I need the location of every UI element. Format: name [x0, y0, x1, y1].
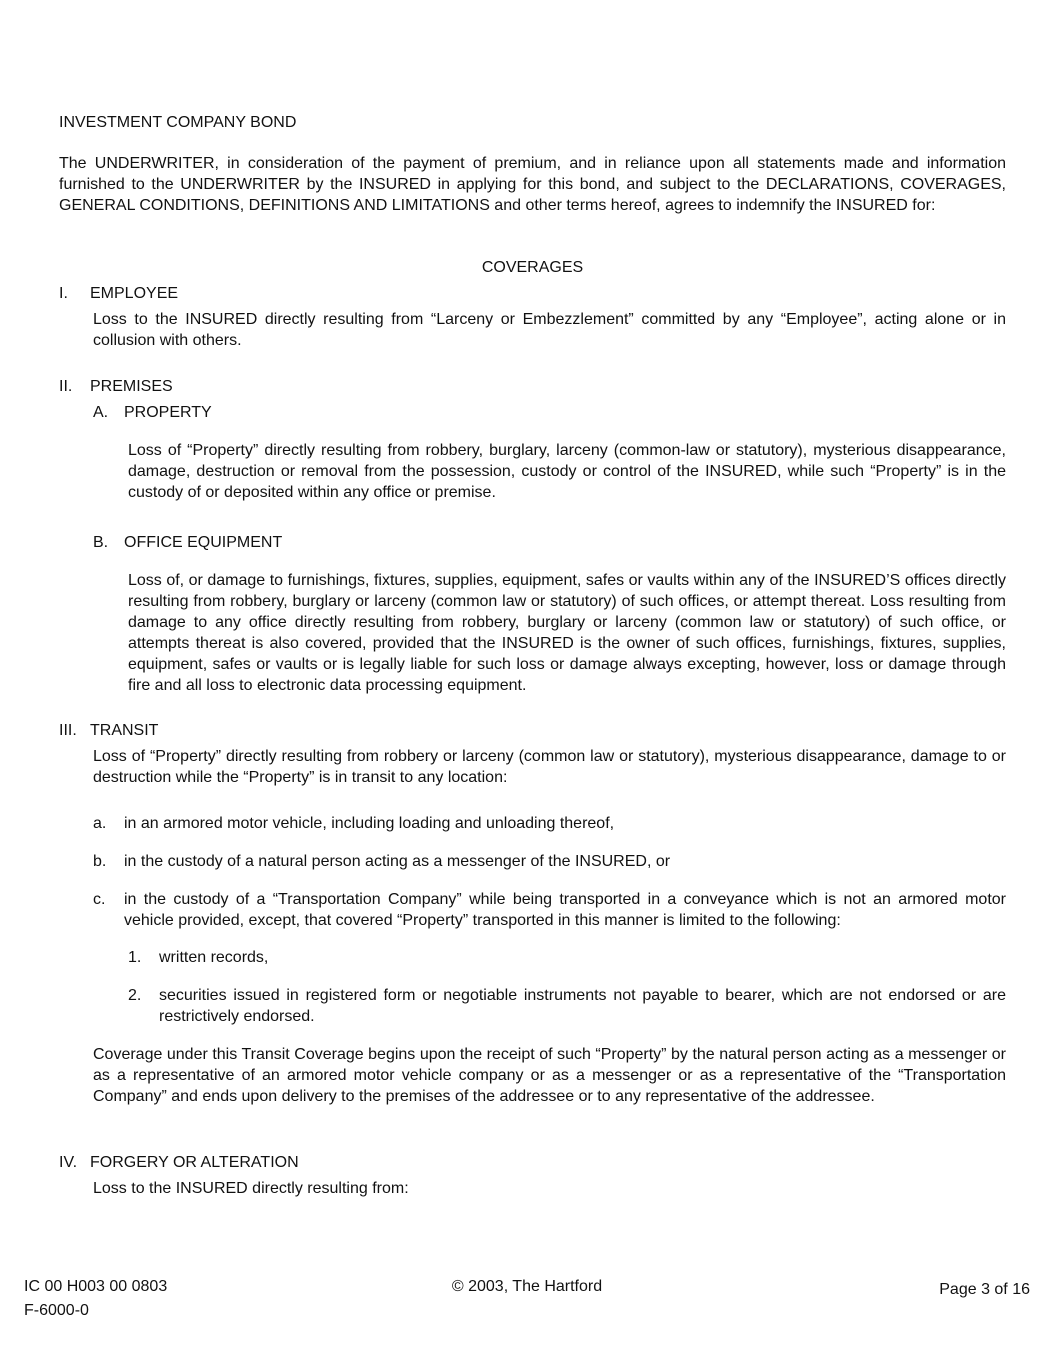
footer-page-number: Page 3 of 16 [939, 1281, 1030, 1298]
footer-form-number: IC 00 H003 00 0803 [24, 1278, 168, 1295]
section-transit-title: TRANSIT [90, 722, 159, 739]
subsection-office-equipment-body: Loss of, or damage to furnishings, fixtures, supplies, equipment, safes or vaults within any of the INSURED’S offices directly resulting from robbery, burglary or larceny (common law or statutory) of such offices, or attempt thereat. Loss resulting from damage to any office directly resulting from robbery, burglary or larceny (common law or statutory) of such office, or attempts thereat is also covered, provided that the INSURED is the owner of such offices, furnishings, fixtures, supplies, equipment, safes or vaults or is legally liable for such loss or damage always excepting, however, loss or damage through fire and all loss to electronic data processing equipment. [128, 572, 1006, 694]
subsection-property-number: A. [93, 404, 109, 421]
section-premises-number: II. [59, 378, 73, 395]
subsection-property-title: PROPERTY [124, 404, 212, 421]
subsection-office-equipment-title: OFFICE EQUIPMENT [124, 534, 283, 551]
section-forgery-title: FORGERY OR ALTERATION [90, 1154, 299, 1171]
list-item: in the custody of a natural person acting as a messenger of the INSURED, or [124, 853, 671, 870]
footer-copyright: © 2003, The Hartford [451, 1278, 603, 1295]
coverages-heading: COVERAGES [481, 259, 584, 276]
list-item-number: b. [93, 853, 107, 870]
section-transit-body: Loss of “Property” directly resulting from robbery or larceny (common law or statutory), mysterious disappearance, damage to or destruction while the “Property” is in transit to any location: [93, 748, 1006, 786]
section-employee-title: EMPLOYEE [90, 285, 179, 302]
document-title: INVESTMENT COMPANY BOND [59, 114, 297, 131]
subsection-office-equipment-number: B. [93, 534, 109, 551]
transit-coverage-note: Coverage under this Transit Coverage begins upon the receipt of such “Property” by the natural person acting as a messenger or as a representative of an armored motor vehicle company or as a messenger or as a representative of the “Transportation Company” and ends upon delivery to the premises of the addressee or to any representative of the addressee. [93, 1046, 1006, 1105]
footer-form-code: F-6000-0 [24, 1302, 89, 1319]
section-employee-number: I. [59, 285, 68, 302]
section-premises-title: PREMISES [90, 378, 173, 395]
subsection-property-body: Loss of “Property” directly resulting from robbery, burglary, larceny (common-law or statutory), mysterious disappearance, damage, destruction or removal from the possession, custody or control of the INSURED, while such “Property” is in the custody of or deposited within any office or premise. [128, 442, 1006, 501]
section-employee-body: Loss to the INSURED directly resulting from “Larceny or Embezzlement” committed by any “Employee”, acting alone or in collusion with others. [93, 311, 1006, 349]
section-forgery-number: IV. [59, 1154, 78, 1171]
intro-paragraph: The UNDERWRITER, in consideration of the payment of premium, and in reliance upon all statements made and information furnished to the UNDERWRITER by the INSURED in applying for this bond, and subject to the DECLARATIONS, COVERAGES, GENERAL CONDITIONS, DEFINITIONS AND LIMITATIONS and other terms hereof, agrees to indemnify the INSURED for: [59, 155, 1006, 214]
list-item: in the custody of a “Transportation Company” while being transported in a conveyance which is not an armored motor vehicle provided, except, that covered “Property” transported in this manner is limited to the following: [124, 891, 1006, 929]
section-forgery-body: Loss to the INSURED directly resulting from: [93, 1180, 409, 1197]
section-transit-number: III. [59, 722, 77, 739]
sub-list-item: securities issued in registered form or negotiable instruments not payable to bearer, which are not endorsed or are restrictively endorsed. [159, 987, 1006, 1025]
sub-list-item: written records, [159, 949, 269, 966]
list-item-number: a. [93, 815, 107, 832]
sub-list-item-number: 2. [128, 987, 142, 1004]
list-item: in an armored motor vehicle, including loading and unloading thereof, [124, 815, 615, 832]
sub-list-item-number: 1. [128, 949, 142, 966]
list-item-number: c. [93, 891, 106, 908]
